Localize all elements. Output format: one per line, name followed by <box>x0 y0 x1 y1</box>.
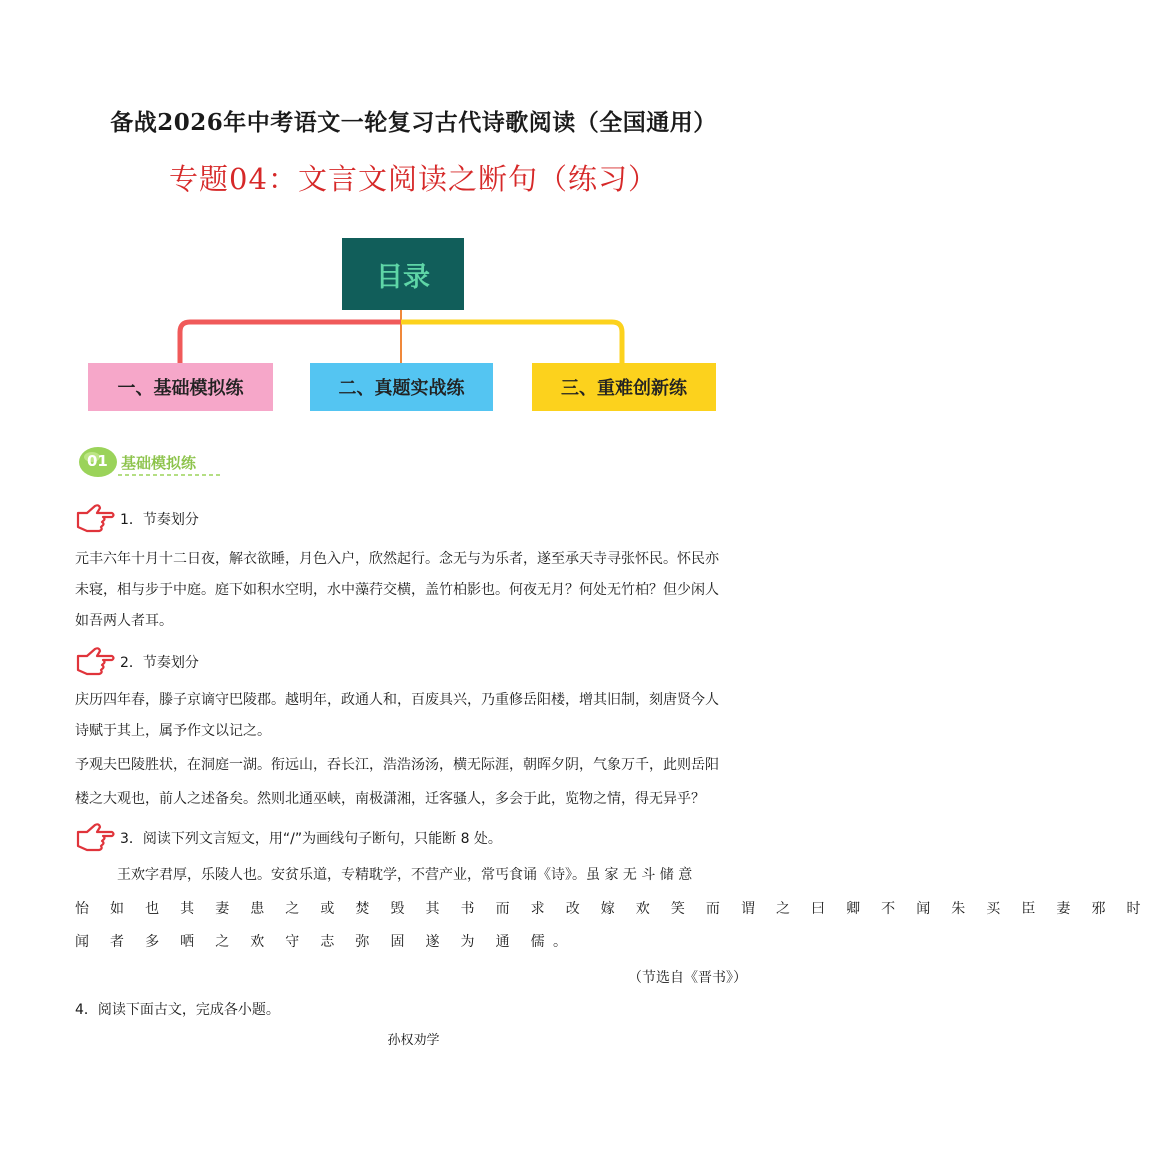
toc-item-basic-practice[interactable]: 一、基础模拟练 <box>88 363 273 411</box>
question-3-text-line: 怡 如 也 其 妻 患 之 或 焚 毁 其 书 而 求 改 嫁 欢 笑 而 谓 之 曰 卿 不 闻 朱 买 臣 妻 邪 时 <box>75 901 1149 917</box>
question-3-title-row <box>75 820 502 856</box>
question-1-title: 1．节奏划分 <box>120 512 199 528</box>
question-3-text-line: 王欢字君厚，乐陵人也。安贫乐道，专精耽学，不营产业，常丐食诵《诗》。虽 家 无 斗 储 意 <box>117 867 693 883</box>
question-2-text-line: 庆历四年春，滕子京谪守巴陵郡。越明年，政通人和，百废具兴，乃重修岳阳楼，增其旧制，刻唐贤今人 <box>75 692 719 708</box>
question-1-text-line: 元丰六年十月十二日夜，解衣欲睡，月色入户，欣然起行。念无与为乐者，遂至承天寺寻张怀民。怀民亦 <box>75 551 719 567</box>
question-2-title-row <box>75 644 199 680</box>
toc-title-box: 目录 <box>342 238 464 310</box>
toc-connector-lines <box>0 0 827 420</box>
section-number: 01 <box>87 452 108 470</box>
question-3-text-line: 闻 者 多 哂 之 欢 守 志 弥 固 遂 为 通 儒。 <box>75 934 576 950</box>
question-1-title-row <box>75 501 199 537</box>
pointing-hand-icon <box>75 822 115 854</box>
question-1-text-line: 未寝，相与步于中庭。庭下如积水空明，水中藻荇交横，盖竹柏影也。何夜无月？何处无竹柏？但少闲人 <box>75 582 719 598</box>
section-label: 基础模拟练 <box>121 454 197 472</box>
document-title: 备战2026年中考语文一轮复习古代诗歌阅读（全国通用） <box>110 109 717 136</box>
question-1-text-line: 如吾两人者耳。 <box>75 613 173 629</box>
question-2-text-line: 诗赋于其上，属予作文以记之。 <box>75 723 271 739</box>
pointing-hand-icon <box>75 646 115 678</box>
question-2-title: 2．节奏划分 <box>120 655 199 671</box>
toc-item-real-exam-practice[interactable]: 二、真题实战练 <box>310 363 493 411</box>
question-2-text-line: 予观夫巴陵胜状，在洞庭一湖。衔远山，吞长江，浩浩汤汤，横无际涯，朝晖夕阴，气象万千，此则岳阳 <box>75 757 719 773</box>
pointing-hand-icon <box>75 503 115 535</box>
document-subtitle: 专题04：文言文阅读之断句（练习） <box>169 162 658 196</box>
question-3-source: （节选自《晋书》） <box>628 970 747 986</box>
section-badge <box>78 444 308 480</box>
question-2-text-line: 楼之大观也，前人之述备矣。然则北通巫峡，南极潇湘，迁客骚人，多会于此，览物之情，得无异乎？ <box>75 791 705 807</box>
question-4-passage-heading: 孙权劝学 <box>387 1033 440 1048</box>
question-4-title: 4．阅读下面古文，完成各小题。 <box>75 1002 280 1018</box>
question-3-title: 3．阅读下列文言短文，用“/”为画线句子断句，只能断 8 处。 <box>120 831 502 847</box>
toc-item-innovation-practice[interactable]: 三、重难创新练 <box>532 363 716 411</box>
